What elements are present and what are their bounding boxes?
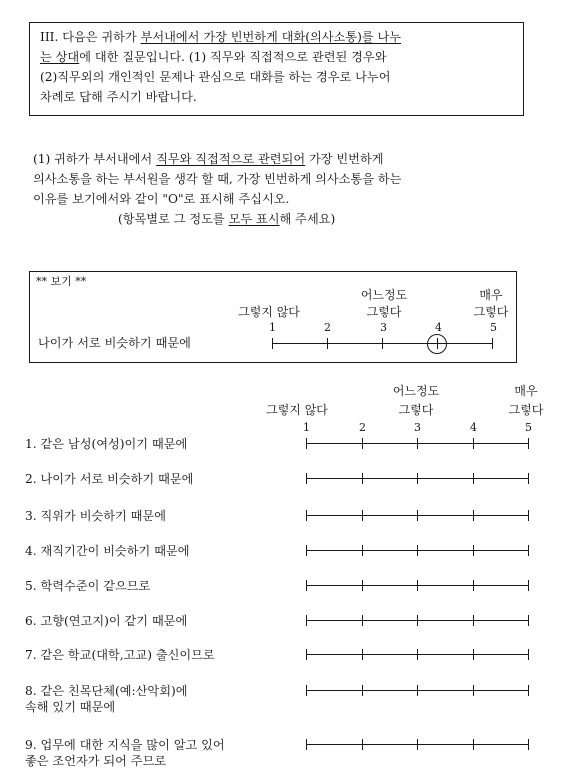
scale-tick-5[interactable] [528, 649, 529, 660]
scale-tick-4[interactable] [473, 649, 474, 660]
example-scale-number: 3 [380, 321, 387, 334]
item-label-8-cont: 속해 있기 때문에 [25, 700, 116, 714]
question-line-1 [33, 151, 384, 167]
scale-tick-5[interactable] [528, 438, 529, 449]
scale-number: 3 [414, 421, 421, 434]
item-label-2: 2. 나이가 서로 비슷하기 때문에 [25, 472, 194, 486]
scale-label-left: 그렇지 않다 [266, 403, 328, 417]
question-text: (1) 귀하가 부서내에서 [33, 152, 157, 166]
scale-tick-2[interactable] [362, 685, 363, 696]
rating-scale-6[interactable] [306, 615, 528, 627]
scale-tick-4[interactable] [473, 580, 474, 591]
example-item-label: 나이가 서로 비슷하기 때문에 [38, 336, 191, 350]
example-scale-label-mid-2: 그렇다 [366, 305, 402, 319]
rating-scale-4[interactable] [306, 545, 528, 557]
scale-tick-1[interactable] [306, 739, 307, 750]
scale-tick-1[interactable] [306, 580, 307, 591]
scale-tick-3[interactable] [417, 649, 418, 660]
scale-number: 4 [470, 421, 477, 434]
item-label-4: 4. 재직기간이 비슷하기 때문에 [25, 544, 190, 558]
intro-line-2 [40, 49, 386, 65]
question-underlined-text: 모두 표시 [228, 212, 280, 226]
scale-tick-5[interactable] [528, 473, 529, 484]
scale-tick-2[interactable] [362, 615, 363, 626]
rating-scale-9[interactable] [306, 739, 528, 751]
rating-scale-8[interactable] [306, 685, 528, 697]
scale-tick-3[interactable] [417, 438, 418, 449]
scale-tick-2[interactable] [362, 510, 363, 521]
intro-line-1 [40, 29, 401, 45]
scale-label-mid-2: 그렇다 [398, 403, 434, 417]
intro-underlined-text: 는 상대 [40, 50, 80, 64]
example-scale-number: 4 [435, 321, 442, 334]
rating-scale-2[interactable] [306, 473, 528, 485]
scale-tick-3[interactable] [417, 545, 418, 556]
scale-tick-4[interactable] [473, 685, 474, 696]
item-label-7: 7. 같은 학교(대학,고교) 출신이므로 [25, 648, 215, 662]
scale-tick-4[interactable] [473, 545, 474, 556]
intro-line-4: 차례로 답해 주시기 바랍니다. [40, 90, 197, 104]
item-label-6: 6. 고향(연고지)이 같기 때문에 [25, 614, 188, 628]
scale-tick-1[interactable] [306, 649, 307, 660]
scale-tick-5[interactable] [528, 685, 529, 696]
example-scale-number: 1 [269, 321, 276, 334]
scale-tick-2[interactable] [362, 545, 363, 556]
scale-tick-3[interactable] [417, 615, 418, 626]
scale-tick-1[interactable] [306, 685, 307, 696]
rating-scale-1[interactable] [306, 438, 528, 450]
scale-number: 1 [303, 421, 310, 434]
scale-tick-2[interactable] [362, 580, 363, 591]
scale-tick-3[interactable] [417, 473, 418, 484]
rating-scale-5[interactable] [306, 580, 528, 592]
scale-number: 2 [359, 421, 366, 434]
intro-line-3: (2)직무외의 개인적인 문제나 관심으로 대화를 하는 경우로 나누어 [40, 70, 391, 84]
example-scale-label-right: 매우 [479, 288, 503, 302]
scale-tick-2[interactable] [362, 649, 363, 660]
scale-tick-3[interactable] [417, 685, 418, 696]
scale-label-right-2: 그렇다 [508, 403, 544, 417]
item-label-1: 1. 같은 남성(여성)이기 때문에 [25, 437, 188, 451]
scale-tick-3[interactable] [417, 580, 418, 591]
scale-tick-4[interactable] [473, 438, 474, 449]
scale-number: 5 [525, 421, 532, 434]
question-line-2: 의사소통을 하는 부서원을 생각 할 때, 가장 빈번하게 의사소통을 하는 [33, 172, 402, 186]
scale-tick-4[interactable] [473, 739, 474, 750]
example-scale-label-right-2: 그렇다 [473, 305, 509, 319]
question-line-3: 이유를 보기에서와 같이 "O"로 표시해 주십시오. [33, 192, 290, 206]
scale-tick-5[interactable] [528, 739, 529, 750]
item-label-8: 8. 같은 친목단체(예:산악회)에 [25, 684, 188, 698]
scale-tick-2[interactable] [362, 438, 363, 449]
scale-tick-4[interactable] [473, 473, 474, 484]
example-scale-label-mid: 어느정도 [360, 288, 408, 302]
scale-tick-5[interactable] [528, 545, 529, 556]
example-scale-label-left: 그렇지 않다 [238, 305, 300, 319]
scale-tick-5[interactable] [528, 580, 529, 591]
question-text: (항목별로 그 정도를 [118, 212, 229, 226]
example-rating-scale [272, 338, 492, 350]
intro-text: 에 대한 질문입니다. (1) 직무와 직접적으로 관련된 경우와 [79, 50, 387, 64]
question-underlined-text: 직무와 직접적으로 관련되어 [156, 152, 306, 166]
scale-tick-1[interactable] [306, 473, 307, 484]
scale-tick-2[interactable] [362, 739, 363, 750]
intro-text: III. 다음은 귀하가 [40, 30, 141, 44]
scale-tick-3[interactable] [417, 739, 418, 750]
scale-tick-2[interactable] [362, 473, 363, 484]
scale-tick-5[interactable] [528, 615, 529, 626]
scale-tick-1[interactable] [306, 438, 307, 449]
rating-scale-7[interactable] [306, 649, 528, 661]
question-text: 해 주세요) [279, 212, 336, 226]
rating-scale-3[interactable] [306, 510, 528, 522]
example-title: ** 보기 ** [36, 275, 87, 288]
example-scale-number: 2 [324, 321, 331, 334]
item-label-9: 9. 업무에 대한 지식을 많이 알고 있어 [25, 738, 225, 752]
scale-tick-3[interactable] [417, 510, 418, 521]
scale-tick-5[interactable] [528, 510, 529, 521]
scale-tick-1[interactable] [306, 615, 307, 626]
scale-label-right: 매우 [514, 384, 538, 398]
scale-label-mid: 어느정도 [392, 384, 440, 398]
item-label-3: 3. 직위가 비슷하기 때문에 [25, 509, 166, 523]
item-label-5: 5. 학력수준이 같으므로 [25, 579, 151, 593]
example-selected-circle [427, 334, 447, 354]
scale-tick-1[interactable] [306, 545, 307, 556]
scale-tick-1[interactable] [306, 510, 307, 521]
intro-underlined-text: 부서내에서 가장 빈번하게 대화(의사소통)를 나누 [140, 30, 402, 44]
scale-tick-4[interactable] [473, 615, 474, 626]
question-text: 가장 빈번하게 [305, 152, 384, 166]
scale-tick-4[interactable] [473, 510, 474, 521]
example-scale-number: 5 [490, 321, 497, 334]
question-line-4 [118, 211, 335, 227]
item-label-9-cont: 좋은 조언자가 되어 주므로 [25, 754, 167, 768]
